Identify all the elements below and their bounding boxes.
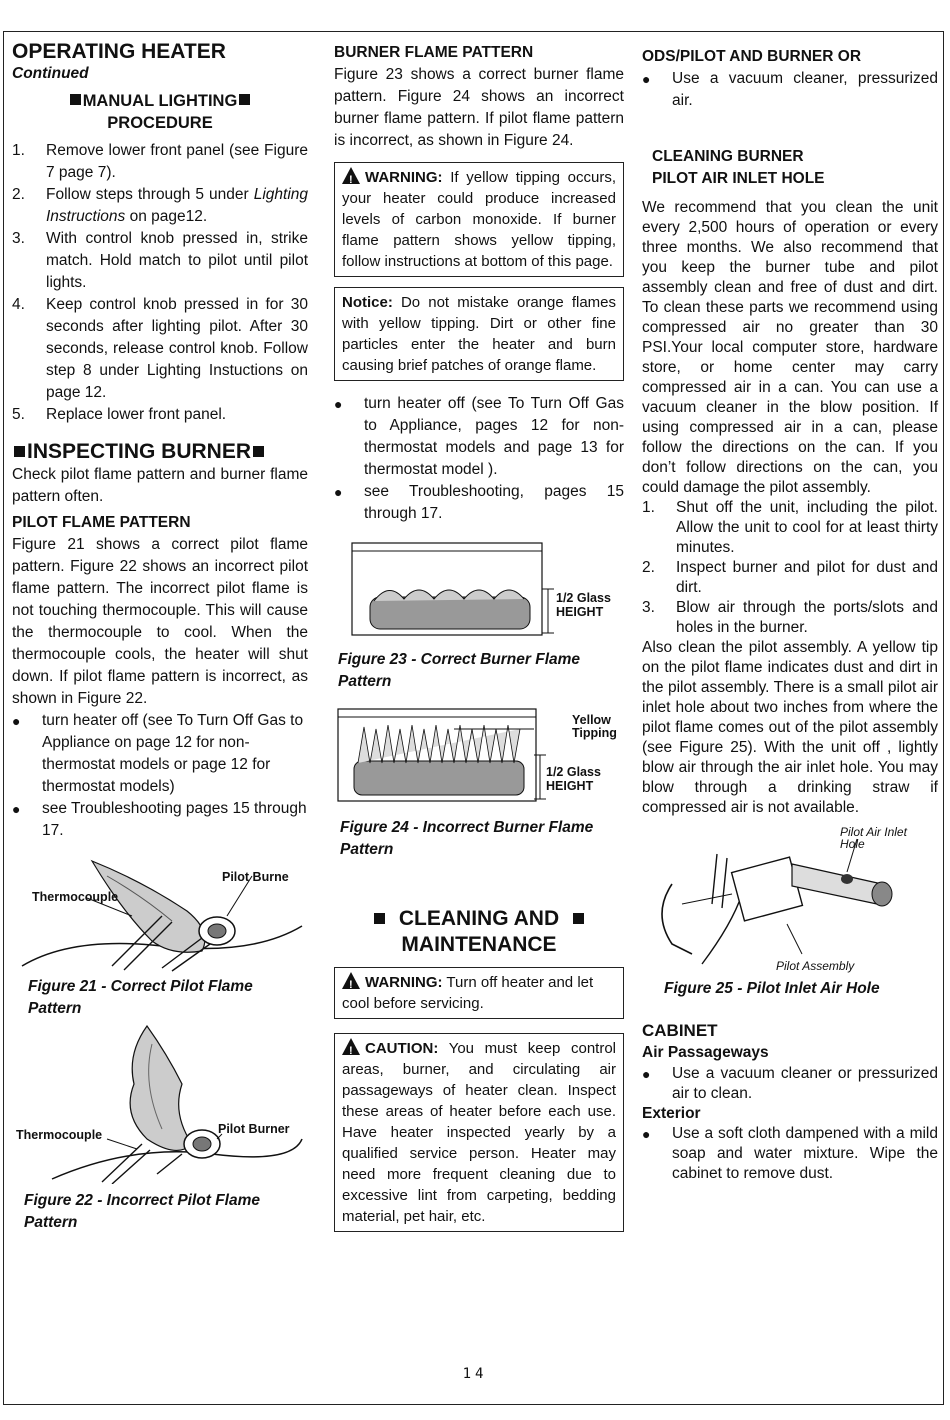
label-pilot-burner: Pilot Burner [218, 1122, 290, 1136]
square-bullet-icon [14, 446, 25, 457]
square-bullet-icon [253, 446, 264, 457]
clean-steps-list [642, 498, 938, 638]
list-item: ● Use a vacuum cleaner or pressurized air to clean. [642, 1064, 938, 1104]
column-middle [334, 32, 624, 1232]
air-passageways-heading: Air Passageways [642, 1044, 769, 1061]
burner-flame-text: Figure 23 shows a correct burner flame pattern. Figure 24 shows an incorrect burner flame pattern. If pilot flame pattern is incorrect, as shown in Figure 24. [334, 66, 624, 149]
pilot-assembly-illustration [642, 824, 938, 974]
list-item: 5. Replace lower front panel. [12, 406, 227, 423]
air-bullets [642, 1064, 938, 1104]
list-item: 1. Shut off the unit, including the pilot. Allow the unit to cool for at least thirty minutes. [642, 499, 938, 556]
warning-icon [342, 167, 360, 184]
figure-25 [642, 824, 938, 974]
manual-page [3, 31, 944, 1405]
list-item: 3. Blow air through the ports/slots and holes in the burner. [642, 599, 938, 636]
pilot-flame-heading: PILOT FLAME PATTERN [12, 514, 191, 531]
label-glass: 1/2 Glass [546, 765, 601, 779]
label-hole: Hole [840, 837, 865, 851]
figure-21 [12, 856, 308, 976]
caution-box: !CAUTION: You must keep control areas, burner, and circulating air passageways of heater clean. Inspect these areas of heater before each use. Have heater inspected yearly by a qualified service person. Heater may need more frequent cleaning due to excessive lint from carpeting, bedding material, pet hair, etc. [334, 1033, 624, 1232]
manual-lighting-heading-2: PROCEDURE [107, 114, 213, 132]
square-bullet-icon [239, 94, 250, 105]
list-item: 3. With control knob pressed in, strike match. Hold match to pilot until pilot lights. [12, 230, 308, 291]
figure-24 [334, 707, 624, 807]
label-yellow: Yellow [572, 713, 611, 727]
list-item: 4. Keep control knob pressed in for 30 seconds after lighting pilot. After 30 seconds, release control knob. Follow step 8 under Lighting Instuctions on page 12. [12, 296, 308, 401]
column-left [12, 32, 308, 1234]
cleaning-heading-2: MAINTENANCE [401, 933, 557, 956]
manual-lighting-heading: MANUAL LIGHTING [12, 90, 308, 112]
ods-bullets [642, 68, 938, 112]
also-clean-text: Also clean the pilot assembly. A yellow tip on the pilot flame indicates dust and dirt in the pilot assembly. There is a small pilot air inlet hole about two inches from where the pilot flame comes out of the pilot assembly (see Figure 25). With the unit off , lightly blow air through the air inlet hole. You may blow through a drinking straw if compressed air is not available. [642, 639, 938, 816]
label-height: HEIGHT [546, 779, 594, 793]
clean-text: We recommend that you clean the unit every 2,500 hours of operation or every three months. We also recommend that you keep the burner tube and pilot assembly clean and free of dust and dirt. To clean these parts we recommend using compressed air no greater than 30 PSI.Your local computer store, hardware store, or home center may carry compressed air in a can. You can use a vacuum cleaner in the blow position. If using compressed air in a can, please follow the directions on the can. If you don’t follow directions on the can, you could damage the pilot assembly. [642, 199, 938, 496]
exterior-bullets [642, 1124, 938, 1184]
figure-24-caption: Figure 24 - Incorrect Burner Flame Pattern [340, 819, 594, 858]
clean-burner-heading-2: PILOT AIR INLET HOLE [652, 170, 825, 187]
label-pilot-air-inlet: Pilot Air Inlet [840, 825, 907, 839]
pilot-flame-incorrect-illustration [12, 1024, 308, 1184]
burner-flame-heading: BURNER FLAME PATTERN [334, 44, 534, 61]
square-bullet-icon [573, 913, 584, 924]
pilot-bullets [12, 710, 308, 842]
figure-23 [334, 541, 624, 641]
column-right [642, 32, 938, 1184]
list-item: 2. Inspect burner and pilot for dust and dirt. [642, 559, 938, 596]
exterior-heading: Exterior [642, 1105, 701, 1122]
ods-heading: ODS/PILOT AND BURNER OR [642, 48, 862, 65]
figure-23-caption: Figure 23 - Correct Burner Flame Pattern [338, 651, 581, 690]
pilot-flame-text: Figure 21 shows a correct pilot flame pattern. Figure 22 shows an incorrect pilot flame pattern. The incorrect pilot flame is not touching thermocouple. This will cause the thermocouple to cool. When the thermocouple cools, the heater will shut down. If pilot flame pattern is incorrect, as shown in Figure 22. [12, 536, 308, 707]
notice-box: Notice: Do not mistake orange flames with yellow tipping. Dirt or other fine particles enter the heater and burn causing brief patches of orange flame. [334, 287, 624, 381]
label-pilot-burner: Pilot Burne [222, 870, 289, 884]
warning-box-cool: !WARNING: Turn off heater and let cool before servicing. [334, 967, 624, 1019]
list-item: ● Use a soft cloth dampened with a mild soap and water mixture. Wipe the cabinet to remove dust. [642, 1124, 938, 1184]
manual-steps-list [12, 140, 308, 426]
list-item: 1. Remove lower front panel (see Figure 7 page 7). [12, 142, 308, 181]
list-item: ● see Troubleshooting pages 15 through 17. [12, 798, 308, 842]
list-item: ● turn heater off (see To Turn Off Gas to Appliance, pages 12 for non-thermostat models and page 13 for thermostat model ). [334, 393, 624, 481]
square-bullet-icon [70, 94, 81, 105]
label-thermocouple: Thermocouple [32, 890, 119, 904]
label-tipping: Tipping [572, 726, 617, 740]
label-height: HEIGHT [556, 605, 604, 619]
warning-icon [342, 972, 360, 989]
square-bullet-icon [374, 913, 385, 924]
figure-22 [12, 1024, 308, 1184]
page-number: 14 [462, 1366, 488, 1382]
figure-21-caption: Figure 21 - Correct Pilot Flame Pattern [28, 978, 253, 1017]
section-title: OPERATING HEATER [12, 40, 226, 63]
section-subtitle: Continued [12, 65, 89, 82]
label-pilot-assembly: Pilot Assembly [776, 959, 855, 973]
warning-box-carbon-monoxide: !WARNING: If yellow tipping occurs, your heater could produce increased levels of carbon monoxide. If burner flame pattern shows yellow tipping, follow instructions at bottom of this page. [334, 162, 624, 277]
figure-22-caption: Figure 22 - Incorrect Pilot Flame Pattern [24, 1192, 261, 1231]
burner-bullets [334, 393, 624, 525]
inspecting-burner-heading: INSPECTING BURNER [12, 440, 308, 464]
cleaning-heading: CLEANING AND [334, 907, 624, 931]
clean-burner-heading: CLEANING BURNER [652, 148, 804, 165]
list-item: 2. Follow steps through 5 under Lighting Instructions on page12. [12, 186, 308, 225]
list-item: ● Use a vacuum cleaner, pressurized air. [642, 68, 938, 112]
inspecting-text: Check pilot flame pattern and burner flame pattern often. [12, 466, 308, 505]
list-item: ● turn heater off (see To Turn Off Gas to Appliance on page 12 for non-thermostat models or page 12 for thermostat models) [12, 710, 308, 798]
list-item: ● see Troubleshooting, pages 15 through 17. [334, 481, 624, 525]
cabinet-heading: CABINET [642, 1021, 718, 1040]
label-glass: 1/2 Glass [556, 591, 611, 605]
figure-25-caption: Figure 25 - Pilot Inlet Air Hole [664, 980, 880, 997]
warning-icon [342, 1038, 360, 1055]
label-thermocouple: Thermocouple [16, 1128, 103, 1142]
